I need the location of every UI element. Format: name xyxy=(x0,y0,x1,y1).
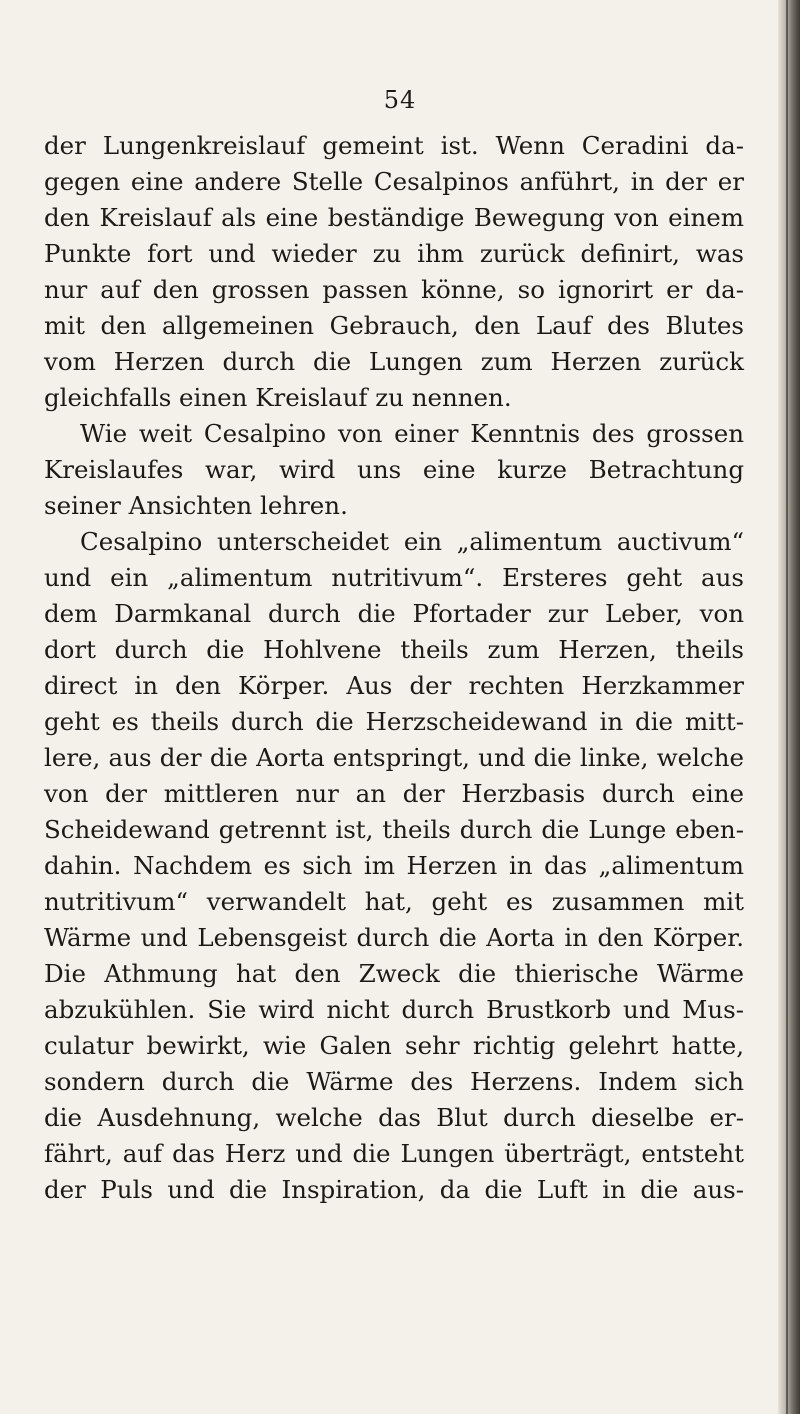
text-line: dahin. Nachdem es sich im Herzen in das „alimentum xyxy=(44,851,744,880)
text-line: gleichfalls einen Kreislauf zu nennen. xyxy=(44,383,512,412)
body-text xyxy=(44,128,744,1208)
text-line: Kreislaufes war, wird uns eine kurze Betrachtung xyxy=(44,455,744,484)
text-line: culatur bewirkt, wie Galen sehr richtig gelehrt hatte, xyxy=(44,1031,744,1060)
text-line: mit den allgemeinen Gebrauch, den Lauf des Blutes xyxy=(44,311,744,340)
text-line: dem Darmkanal durch die Pfortader zur Leber, von xyxy=(44,599,744,628)
text-line: nutritivum“ verwandelt hat, geht es zusammen mit xyxy=(44,887,744,916)
text-line: seiner Ansichten lehren. xyxy=(44,491,348,520)
text-line: den Kreislauf als eine beständige Bewegung von einem xyxy=(44,203,744,232)
text-line: dort durch die Hohlvene theils zum Herzen, theils xyxy=(44,635,744,664)
page-number: 54 xyxy=(383,86,417,114)
text-line: lere, aus der die Aorta entspringt, und die linke, welche xyxy=(44,743,744,772)
text-line: Wie weit Cesalpino von einer Kenntnis des grossen xyxy=(80,419,744,448)
text-line: direct in den Körper. Aus der rechten Herzkammer xyxy=(44,671,744,700)
text-line: abzukühlen. Sie wird nicht durch Brustkorb und Mus- xyxy=(44,995,744,1024)
text-line: Wärme und Lebensgeist durch die Aorta in den Körper. xyxy=(44,923,744,952)
text-line: Cesalpino unterscheidet ein „alimentum auctivum“ xyxy=(80,527,744,556)
text-line: von der mittleren nur an der Herzbasis durch eine xyxy=(44,779,744,808)
text-line: vom Herzen durch die Lungen zum Herzen zurück xyxy=(44,347,744,376)
text-line: geht es theils durch die Herzscheidewand in die mitt- xyxy=(44,707,744,736)
text-line: nur auf den grossen passen könne, so ignorirt er da- xyxy=(44,275,744,304)
text-line: Scheidewand getrennt ist, theils durch die Lunge eben- xyxy=(44,815,744,844)
text-line: und ein „alimentum nutritivum“. Ersteres geht aus xyxy=(44,563,744,592)
text-line: der Lungenkreislauf gemeint ist. Wenn Ceradini da- xyxy=(44,131,744,160)
text-line: die Ausdehnung, welche das Blut durch dieselbe er- xyxy=(44,1103,744,1132)
text-line: fährt, auf das Herz und die Lungen überträgt, entsteht xyxy=(44,1139,744,1168)
binding-shadow-line xyxy=(786,0,788,1414)
text-line: gegen eine andere Stelle Cesalpinos anführt, in der er xyxy=(44,167,744,196)
text-line: Die Athmung hat den Zweck die thierische Wärme xyxy=(44,959,744,988)
text-line: sondern durch die Wärme des Herzens. Indem sich xyxy=(44,1067,744,1096)
text-line: Punkte fort und wieder zu ihm zurück definirt, was xyxy=(44,239,744,268)
text-line: der Puls und die Inspiration, da die Luft in die aus- xyxy=(44,1175,744,1204)
scanned-page-edge xyxy=(778,0,800,1414)
